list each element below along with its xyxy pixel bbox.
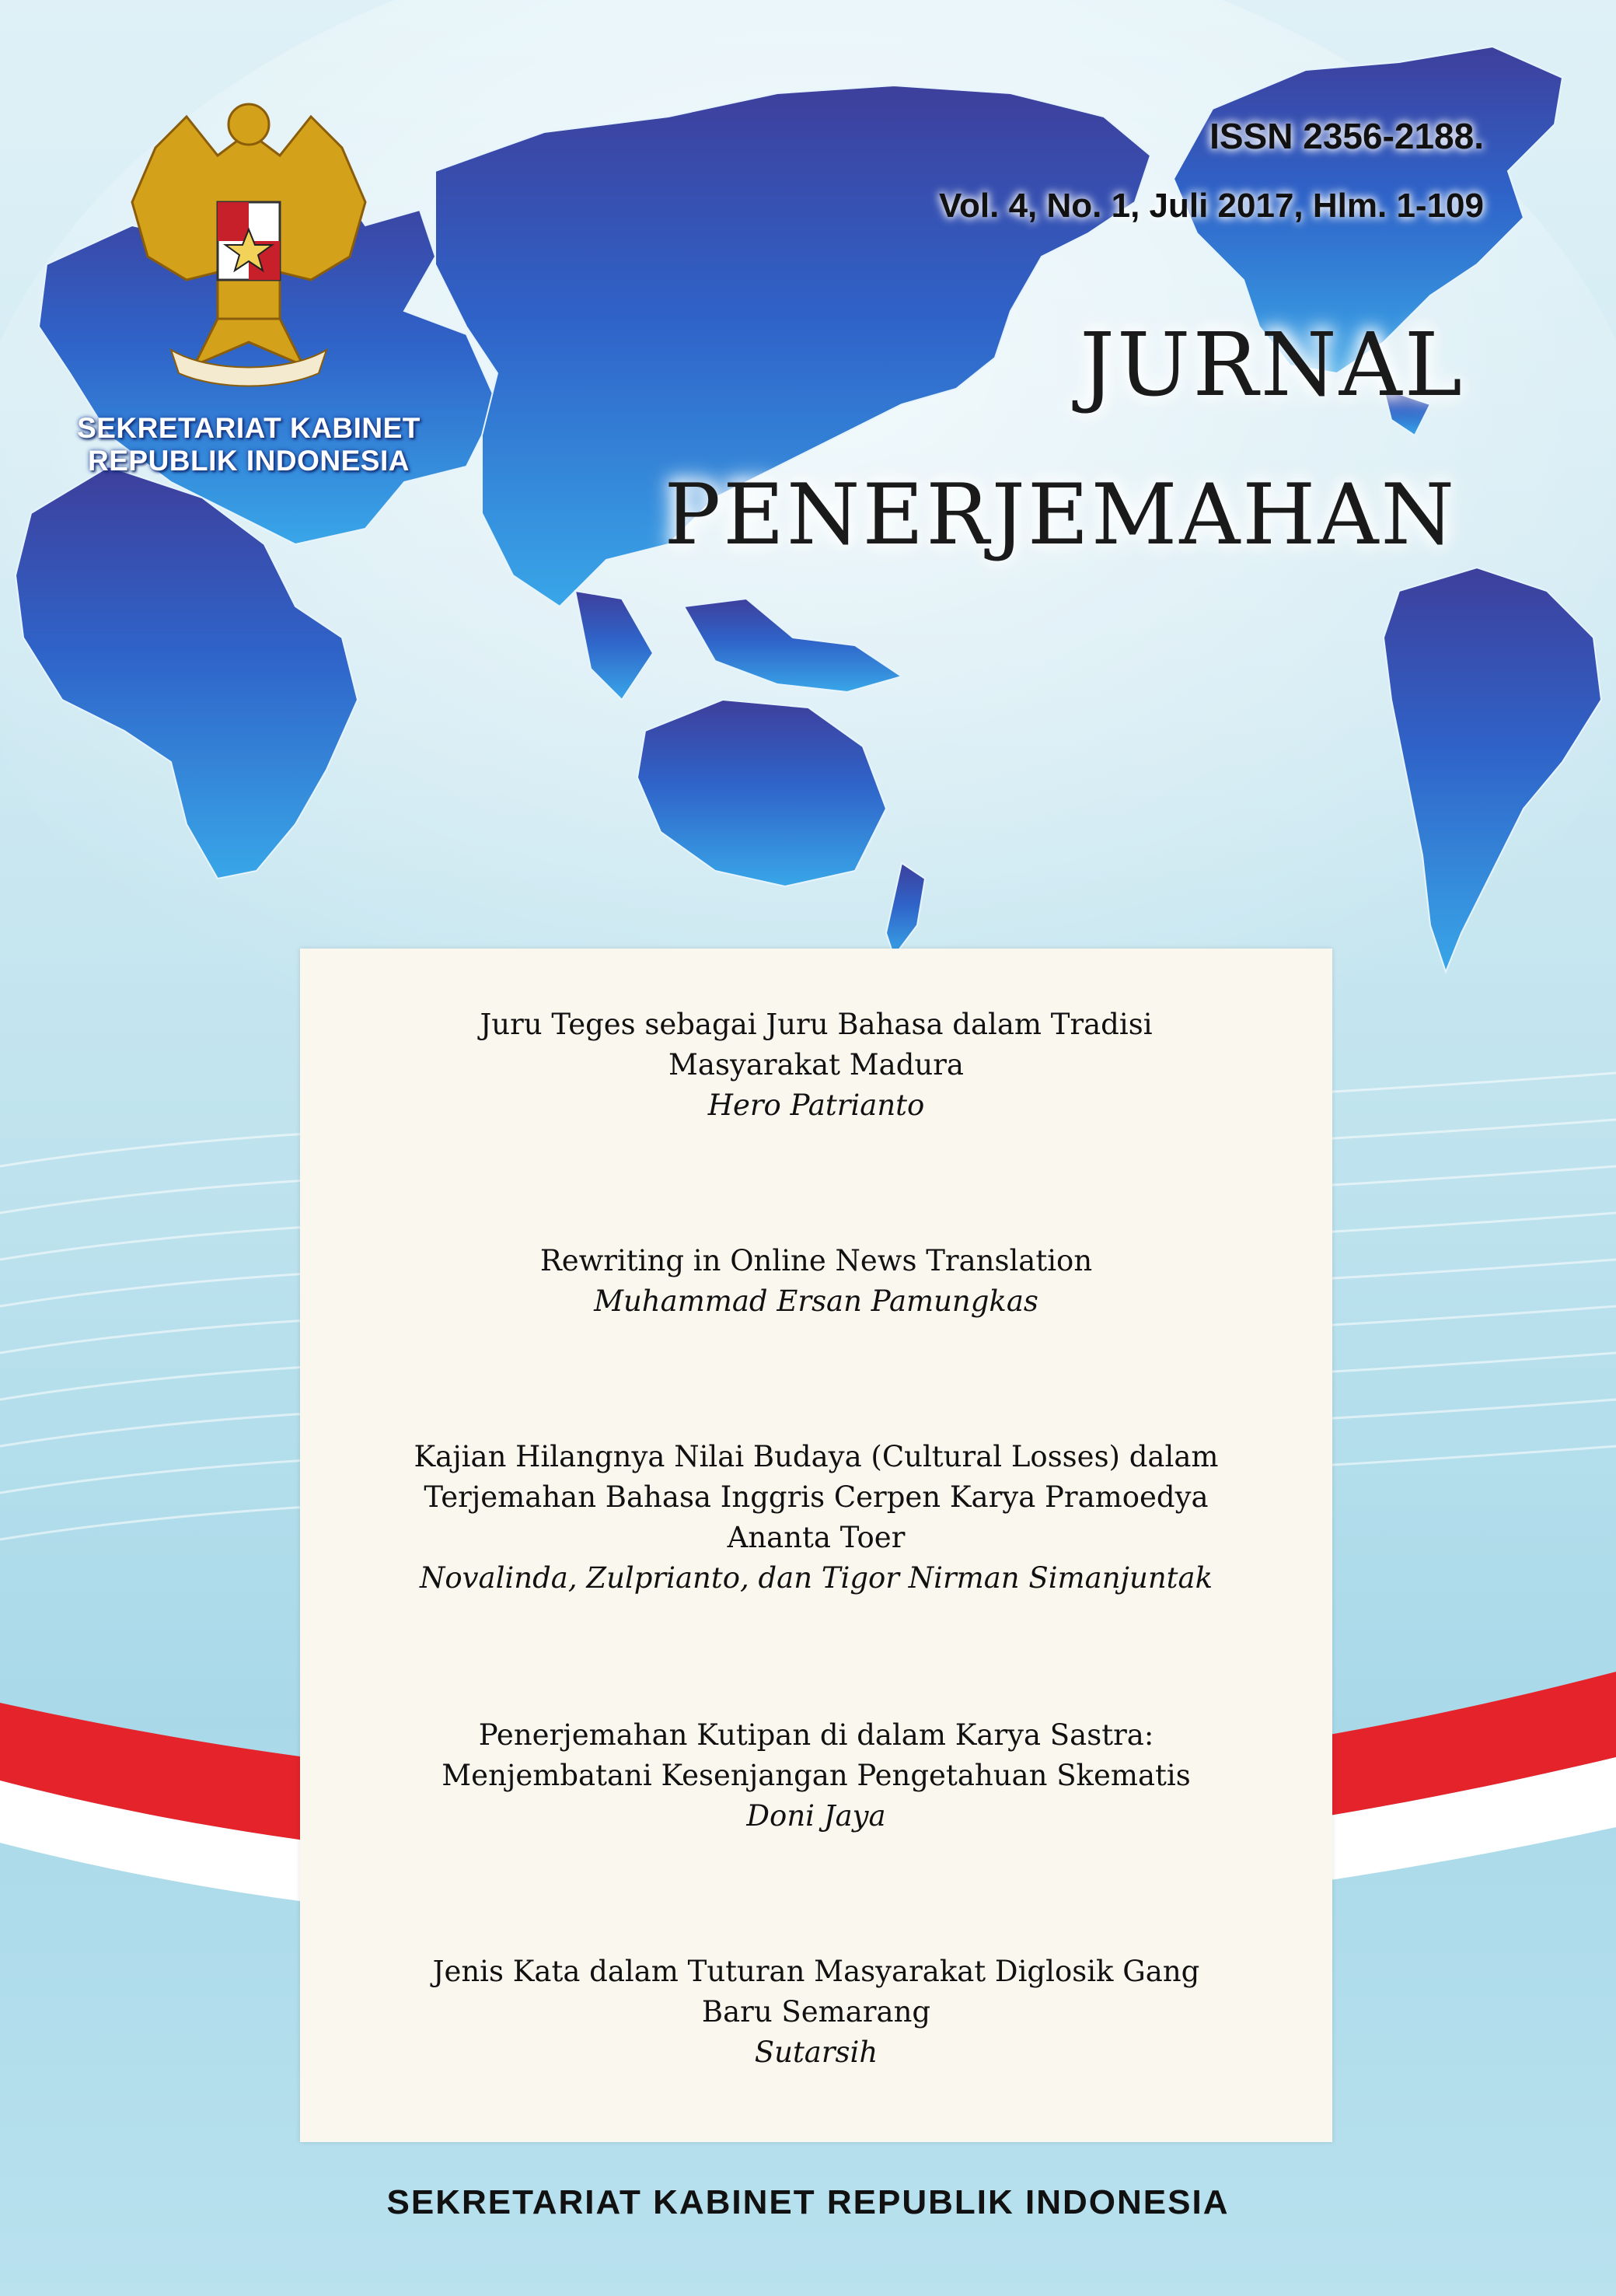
article-title <box>300 1715 1332 1796</box>
article-author: Hero Patrianto <box>707 1089 925 1122</box>
journal-title-line-1: JURNAL <box>1080 315 1464 416</box>
article-title-line: Ananta Toer <box>727 1521 906 1554</box>
article-author: Novalinda, Zulprianto, dan Tigor Nirman Simanjuntak <box>419 1561 1213 1595</box>
article-entry <box>300 1437 1332 1599</box>
table-of-contents <box>300 949 1332 2142</box>
issn: ISSN 2356-2188. <box>1209 116 1484 156</box>
article-entry <box>300 1005 1332 1126</box>
article-title-line: Menjembatani Kesenjangan Pengetahuan Skematis <box>442 1759 1191 1792</box>
article-title-line: Jenis Kata dalam Tuturan Masyarakat Diglosik Gang <box>432 1955 1200 1988</box>
article-title <box>300 1241 1332 1281</box>
garuda-emblem-icon <box>101 86 396 397</box>
article-title-line: Kajian Hilangnya Nilai Budaya (Cultural Losses) dalam <box>414 1440 1219 1473</box>
article-title <box>300 1952 1332 2032</box>
article-title-line: Terjemahan Bahasa Inggris Cerpen Karya Pramoedya <box>424 1480 1209 1514</box>
article-title-line: Baru Semarang <box>701 1995 931 2029</box>
organization-line: SEKRETARIAT KABINET <box>77 412 421 444</box>
article-title-line: Juru Teges sebagai Juru Bahasa dalam Tradisi <box>480 1008 1153 1041</box>
article-author: Doni Jaya <box>746 1799 886 1833</box>
article-author: Muhammad Ersan Pamungkas <box>594 1284 1038 1318</box>
organization-name-bottom: SEKRETARIAT KABINET REPUBLIK INDONESIA <box>386 2183 1230 2221</box>
article-title-line: Rewriting in Online News Translation <box>539 1244 1093 1277</box>
article-title <box>300 1437 1332 1558</box>
article-entry <box>300 1952 1332 2073</box>
article-author: Sutarsih <box>754 2036 878 2069</box>
journal-title-line-2: PENERJEMAHAN <box>664 467 1457 564</box>
volume-info: Vol. 4, No. 1, Juli 2017, Hlm. 1-109 <box>938 187 1484 225</box>
organization-line: REPUBLIK INDONESIA <box>88 445 410 477</box>
article-title <box>300 1005 1332 1085</box>
article-title-line: Penerjemahan Kutipan di dalam Karya Sastra: <box>478 1718 1154 1752</box>
article-entry <box>300 1715 1332 1836</box>
article-entry <box>300 1241 1332 1322</box>
article-title-line: Masyarakat Madura <box>668 1048 964 1082</box>
organization-name-top <box>47 412 451 477</box>
